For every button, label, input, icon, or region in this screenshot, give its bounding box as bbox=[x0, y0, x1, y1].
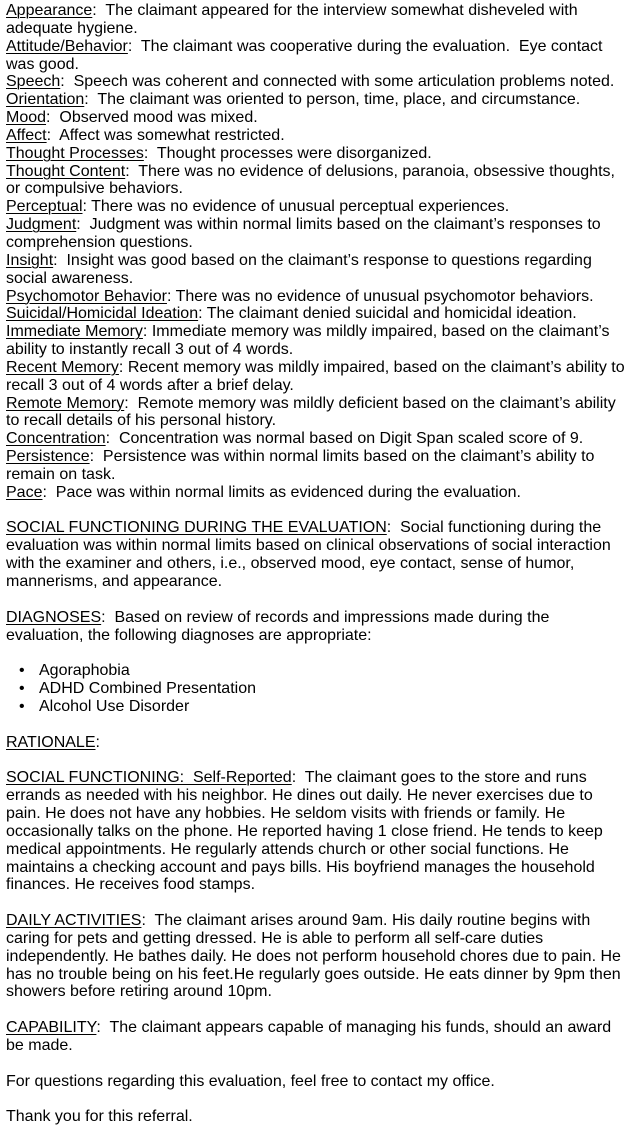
mse-item-affect bbox=[6, 127, 628, 145]
item-label: Speech bbox=[6, 73, 61, 91]
item-label: Psychomotor Behavior bbox=[6, 287, 167, 305]
closing-contact-note bbox=[6, 1073, 628, 1091]
item-text: : Affect was somewhat restricted. bbox=[46, 126, 285, 144]
item-label: Immediate Memory bbox=[6, 323, 143, 341]
diagnosis-label: Alcohol Use Disorder bbox=[39, 697, 190, 715]
mse-item-concentration bbox=[6, 430, 628, 448]
item-text: : Insight was good based on the claimant’s response to questions regarding social awareness. bbox=[6, 251, 597, 287]
section-text: : Social functioning during the evaluation was within normal limits based on clinical observations of social interaction with the examiner and others, i.e., observed mood, eye contact, sense of humor, mannerisms, and appearance. bbox=[6, 519, 616, 590]
item-text: : The claimant appeared for the interview somewhat disheveled with adequate hygiene. bbox=[6, 2, 583, 37]
mse-item-appearance bbox=[6, 2, 628, 38]
item-label: Suicidal/Homicidal Ideation bbox=[6, 305, 199, 323]
section-heading: DAILY ACTIVITIES bbox=[6, 912, 142, 930]
mse-item-perceptual bbox=[6, 198, 628, 216]
section-text: : The claimant arises around 9am. His daily routine begins with caring for pets and getting dressed. He is able to perform all self-care duties independently. He bathes daily. He does not perform household chores due to pain. He has no trouble being on his feet.He regularly goes outside. He eats dinner by 9pm then showers before retiring around 10pm. bbox=[6, 912, 626, 1001]
closing-thank-you bbox=[6, 1108, 628, 1126]
item-text: : There was no evidence of delusions, paranoia, obsessive thoughts, or compulsive behaviors. bbox=[6, 162, 620, 198]
diagnosis-item bbox=[6, 698, 628, 716]
section-text: : The claimant goes to the store and runs errands as needed with his neighbor. He dines out daily. He never exercises due to pain. He does not have any hobbies. He seldom visits with friends or family. He occasionally talks on the phone. He reported having 1 close friend. He tends to keep medical appointments. He regularly attends church or other social functions. He maintains a checking account and pays bills. His boyfriend manages the household finances. He receives food stamps. bbox=[6, 769, 608, 894]
mse-item-thought-processes bbox=[6, 145, 628, 163]
mse-item-insight bbox=[6, 252, 628, 288]
item-label: Remote Memory bbox=[6, 394, 125, 412]
section-diagnoses bbox=[6, 609, 628, 645]
section-heading: RATIONALE bbox=[6, 733, 96, 751]
mse-item-thought-content bbox=[6, 163, 628, 199]
item-label: Affect bbox=[6, 126, 47, 144]
section-heading: DIAGNOSES bbox=[6, 608, 102, 626]
diagnosis-item bbox=[6, 662, 628, 680]
item-text: : Judgment was within normal limits based on the claimant’s responses to comprehension questions. bbox=[6, 216, 606, 251]
section-heading: SOCIAL FUNCTIONING: Self-Reported bbox=[6, 769, 292, 787]
bullet-icon: • bbox=[19, 662, 25, 680]
item-label: Mood bbox=[6, 109, 47, 127]
item-text: : The claimant denied suicidal and homicidal ideation. bbox=[198, 305, 577, 323]
mse-item-judgment bbox=[6, 216, 628, 252]
diagnosis-label: Agoraphobia bbox=[39, 662, 130, 680]
item-text: : Speech was coherent and connected with some articulation problems noted. bbox=[60, 73, 615, 91]
section-heading: CAPABILITY bbox=[6, 1019, 97, 1037]
section-heading: SOCIAL FUNCTIONING DURING THE EVALUATION bbox=[6, 519, 387, 537]
item-label: Insight bbox=[6, 251, 54, 269]
item-text: : Concentration was normal based on Digit Span scaled score of 9. bbox=[105, 430, 584, 448]
section-social-functioning-self-reported bbox=[6, 769, 628, 894]
mse-item-remote-memory bbox=[6, 395, 628, 431]
item-text: : Pace was within normal limits as evidenced during the evaluation. bbox=[42, 483, 521, 501]
item-text: : Persistence was within normal limits based on the claimant’s ability to remain on task. bbox=[6, 448, 599, 483]
diagnosis-label: ADHD Combined Presentation bbox=[39, 680, 256, 698]
section-text: : bbox=[95, 733, 100, 751]
item-text: : There was no evidence of unusual psychomotor behaviors. bbox=[166, 287, 594, 305]
item-text: : Recent memory was mildly impaired, based on the claimant’s ability to recall 3 out of 4 words after a brief delay. bbox=[6, 358, 630, 394]
mse-item-persistence bbox=[6, 448, 628, 484]
bullet-icon: • bbox=[19, 697, 25, 715]
mse-item-orientation bbox=[6, 91, 628, 109]
item-text: : Remote memory was mildly deficient based on the claimant’s ability to recall details of his personal history. bbox=[6, 394, 621, 430]
item-text: : The claimant was cooperative during the evaluation. Eye contact was good. bbox=[6, 37, 607, 73]
item-label: Perceptual bbox=[6, 198, 83, 216]
section-capability bbox=[6, 1019, 628, 1055]
section-social-functioning-evaluation bbox=[6, 519, 628, 590]
item-label: Judgment bbox=[6, 216, 77, 234]
mse-item-speech bbox=[6, 73, 628, 91]
closing-text: Thank you for this referral. bbox=[6, 1108, 193, 1126]
item-text: : Observed mood was mixed. bbox=[46, 109, 258, 127]
section-text: : Based on review of records and impressions made during the evaluation, the following diagnoses are appropriate: bbox=[6, 608, 554, 644]
section-text: : The claimant appears capable of managing his funds, should an award be made. bbox=[6, 1019, 616, 1054]
item-label: Attitude/Behavior bbox=[6, 37, 128, 55]
item-text: : Thought processes were disorganized. bbox=[143, 144, 432, 162]
item-label: Appearance bbox=[6, 2, 93, 19]
item-label: Thought Content bbox=[6, 162, 126, 180]
item-label: Pace bbox=[6, 483, 43, 501]
diagnosis-item bbox=[6, 680, 628, 698]
bullet-icon: • bbox=[19, 680, 25, 698]
item-label: Orientation bbox=[6, 91, 85, 109]
item-label: Thought Processes bbox=[6, 144, 144, 162]
mse-item-psychomotor-behavior bbox=[6, 288, 628, 306]
section-rationale bbox=[6, 734, 628, 752]
mse-item-immediate-memory bbox=[6, 323, 628, 359]
mse-item-mood bbox=[6, 109, 628, 127]
item-text: : Immediate memory was mildly impaired, based on the claimant’s ability to instantly recall 3 out of 4 words. bbox=[6, 323, 614, 359]
item-text: : The claimant was oriented to person, time, place, and circumstance. bbox=[84, 91, 581, 109]
item-text: : There was no evidence of unusual perceptual experiences. bbox=[82, 198, 510, 216]
section-daily-activities bbox=[6, 912, 628, 1001]
mse-item-recent-memory bbox=[6, 359, 628, 395]
closing-text: For questions regarding this evaluation, feel free to contact my office. bbox=[6, 1072, 495, 1090]
mse-item-pace bbox=[6, 484, 628, 502]
item-label: Persistence bbox=[6, 448, 90, 466]
mse-item-suicidal-homicidal-ideation bbox=[6, 305, 628, 323]
item-label: Recent Memory bbox=[6, 358, 119, 376]
item-label: Concentration bbox=[6, 430, 106, 448]
diagnoses-list bbox=[6, 662, 628, 716]
mse-item-attitude-behavior bbox=[6, 38, 628, 74]
